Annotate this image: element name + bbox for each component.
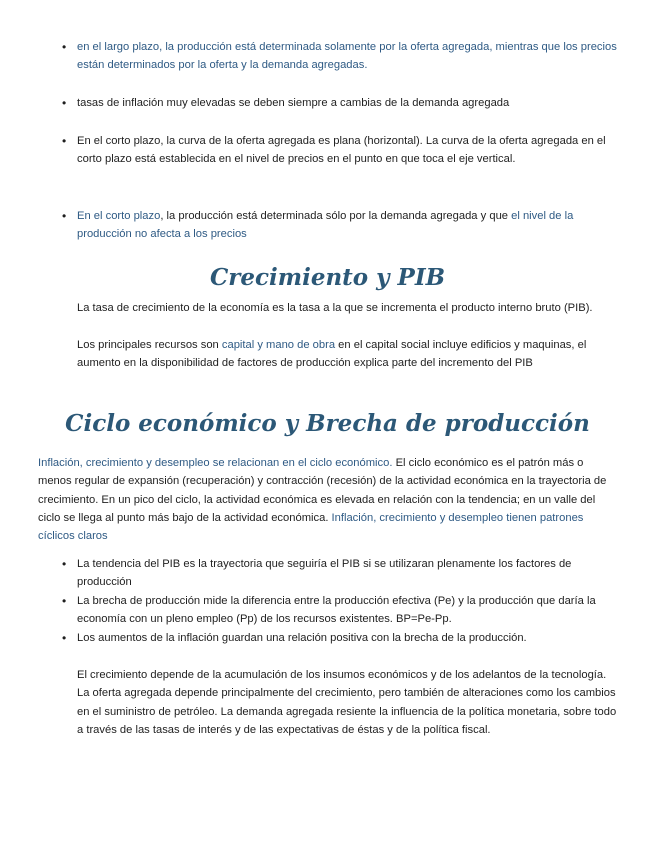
section2-intro-paragraph bbox=[38, 454, 618, 545]
section-heading-ciclo: Ciclo económico y Brecha de producción bbox=[65, 410, 590, 437]
bullet-text bbox=[77, 207, 617, 244]
bullet-icon: • bbox=[62, 96, 67, 110]
bullet-text bbox=[77, 132, 617, 169]
list-item bbox=[0, 94, 655, 114]
text-segment: tasas de inflación muy elevadas se deben siempre a cambias de la demanda agregada bbox=[77, 97, 510, 109]
bullet-text: Los aumentos de la inflación guardan una relación positiva con la brecha de la producción. bbox=[77, 632, 527, 644]
bullet-icon: • bbox=[62, 209, 67, 223]
bullet-text bbox=[77, 94, 617, 112]
list-item bbox=[0, 132, 655, 190]
section1-paragraph-1: La tasa de crecimiento de la economía es la tasa a la que se incrementa el producto interno bruto (PIB). bbox=[77, 302, 593, 314]
bullet-text: La brecha de producción mide la diferencia entre la producción efectiva (Pe) y la producción que daría la economía con un pleno empleo (Pp) de los recursos existentes. BP=Pe-Pp. bbox=[77, 595, 596, 626]
text-segment: , la producción está determinada sólo por la demanda agregada y que bbox=[160, 210, 512, 222]
text-segment: En el corto plazo, la curva de la oferta agregada es plana (horizontal). La curva de la oferta agregada en el corto plazo está establecida en el nivel de precios en el punto en que toca el eje vertical. bbox=[77, 135, 606, 166]
highlighted-text: Inflación, crecimiento y desempleo se relacionan en el ciclo económico. bbox=[38, 457, 393, 469]
text-segment: en el capital social incluye edificios y maquinas, el aumento en la disponibilidad de factores de producción explica parte del incremento del PIB bbox=[77, 339, 587, 370]
bullet-icon: • bbox=[62, 557, 67, 571]
highlighted-text: capital y mano de obra bbox=[221, 339, 336, 351]
bullet-icon: • bbox=[62, 134, 67, 148]
bullet-text bbox=[77, 38, 617, 75]
section1-paragraph-2 bbox=[77, 336, 622, 373]
highlighted-text: En el corto plazo bbox=[77, 210, 161, 222]
bullet-icon: • bbox=[62, 40, 67, 54]
bullet-text: La tendencia del PIB es la trayectoria que seguiría el PIB si se utilizaran plenamente los factores de producción bbox=[77, 558, 572, 589]
highlighted-text: el nivel de la producción no afecta a los precios bbox=[77, 210, 574, 241]
section2-closing-paragraph: El crecimiento depende de la acumulación de los insumos económicos y de los adelantos de la tecnología. La oferta agregada depende principalmente del crecimiento, pero también de alteraciones como los cambios en el suministro de petróleo. La demanda agregada resiente la influencia de la política monetaria, sobre todo a través de las tasas de interés y de las expectativas de éstas y de la política fiscal. bbox=[77, 669, 617, 736]
list-item bbox=[0, 38, 655, 78]
text-segment: El ciclo económico es el patrón más o menos regular de expansión (recuperación) y contracción (recesión) de la actividad económica en la trayectoria de crecimiento. En un pico del ciclo, la actividad económica es elevada en relación con la tendencia; en un valle del ciclo se llega al punto más bajo de la actividad económica. bbox=[38, 457, 607, 524]
text-segment: Los principales recursos son bbox=[77, 339, 222, 351]
bullet-icon: • bbox=[62, 594, 67, 608]
highlighted-text: Inflación, crecimiento y desempleo tienen patrones cíclicos claros bbox=[38, 511, 584, 543]
bullet-icon: • bbox=[62, 631, 67, 645]
list-item bbox=[0, 207, 655, 247]
section-heading-crecimiento: Crecimiento y PIB bbox=[209, 264, 446, 291]
highlighted-text: en el largo plazo, la producción está determinada solamente por la oferta agregada, mientras que los precios están determinados por la oferta y la demanda agregadas. bbox=[77, 41, 617, 72]
